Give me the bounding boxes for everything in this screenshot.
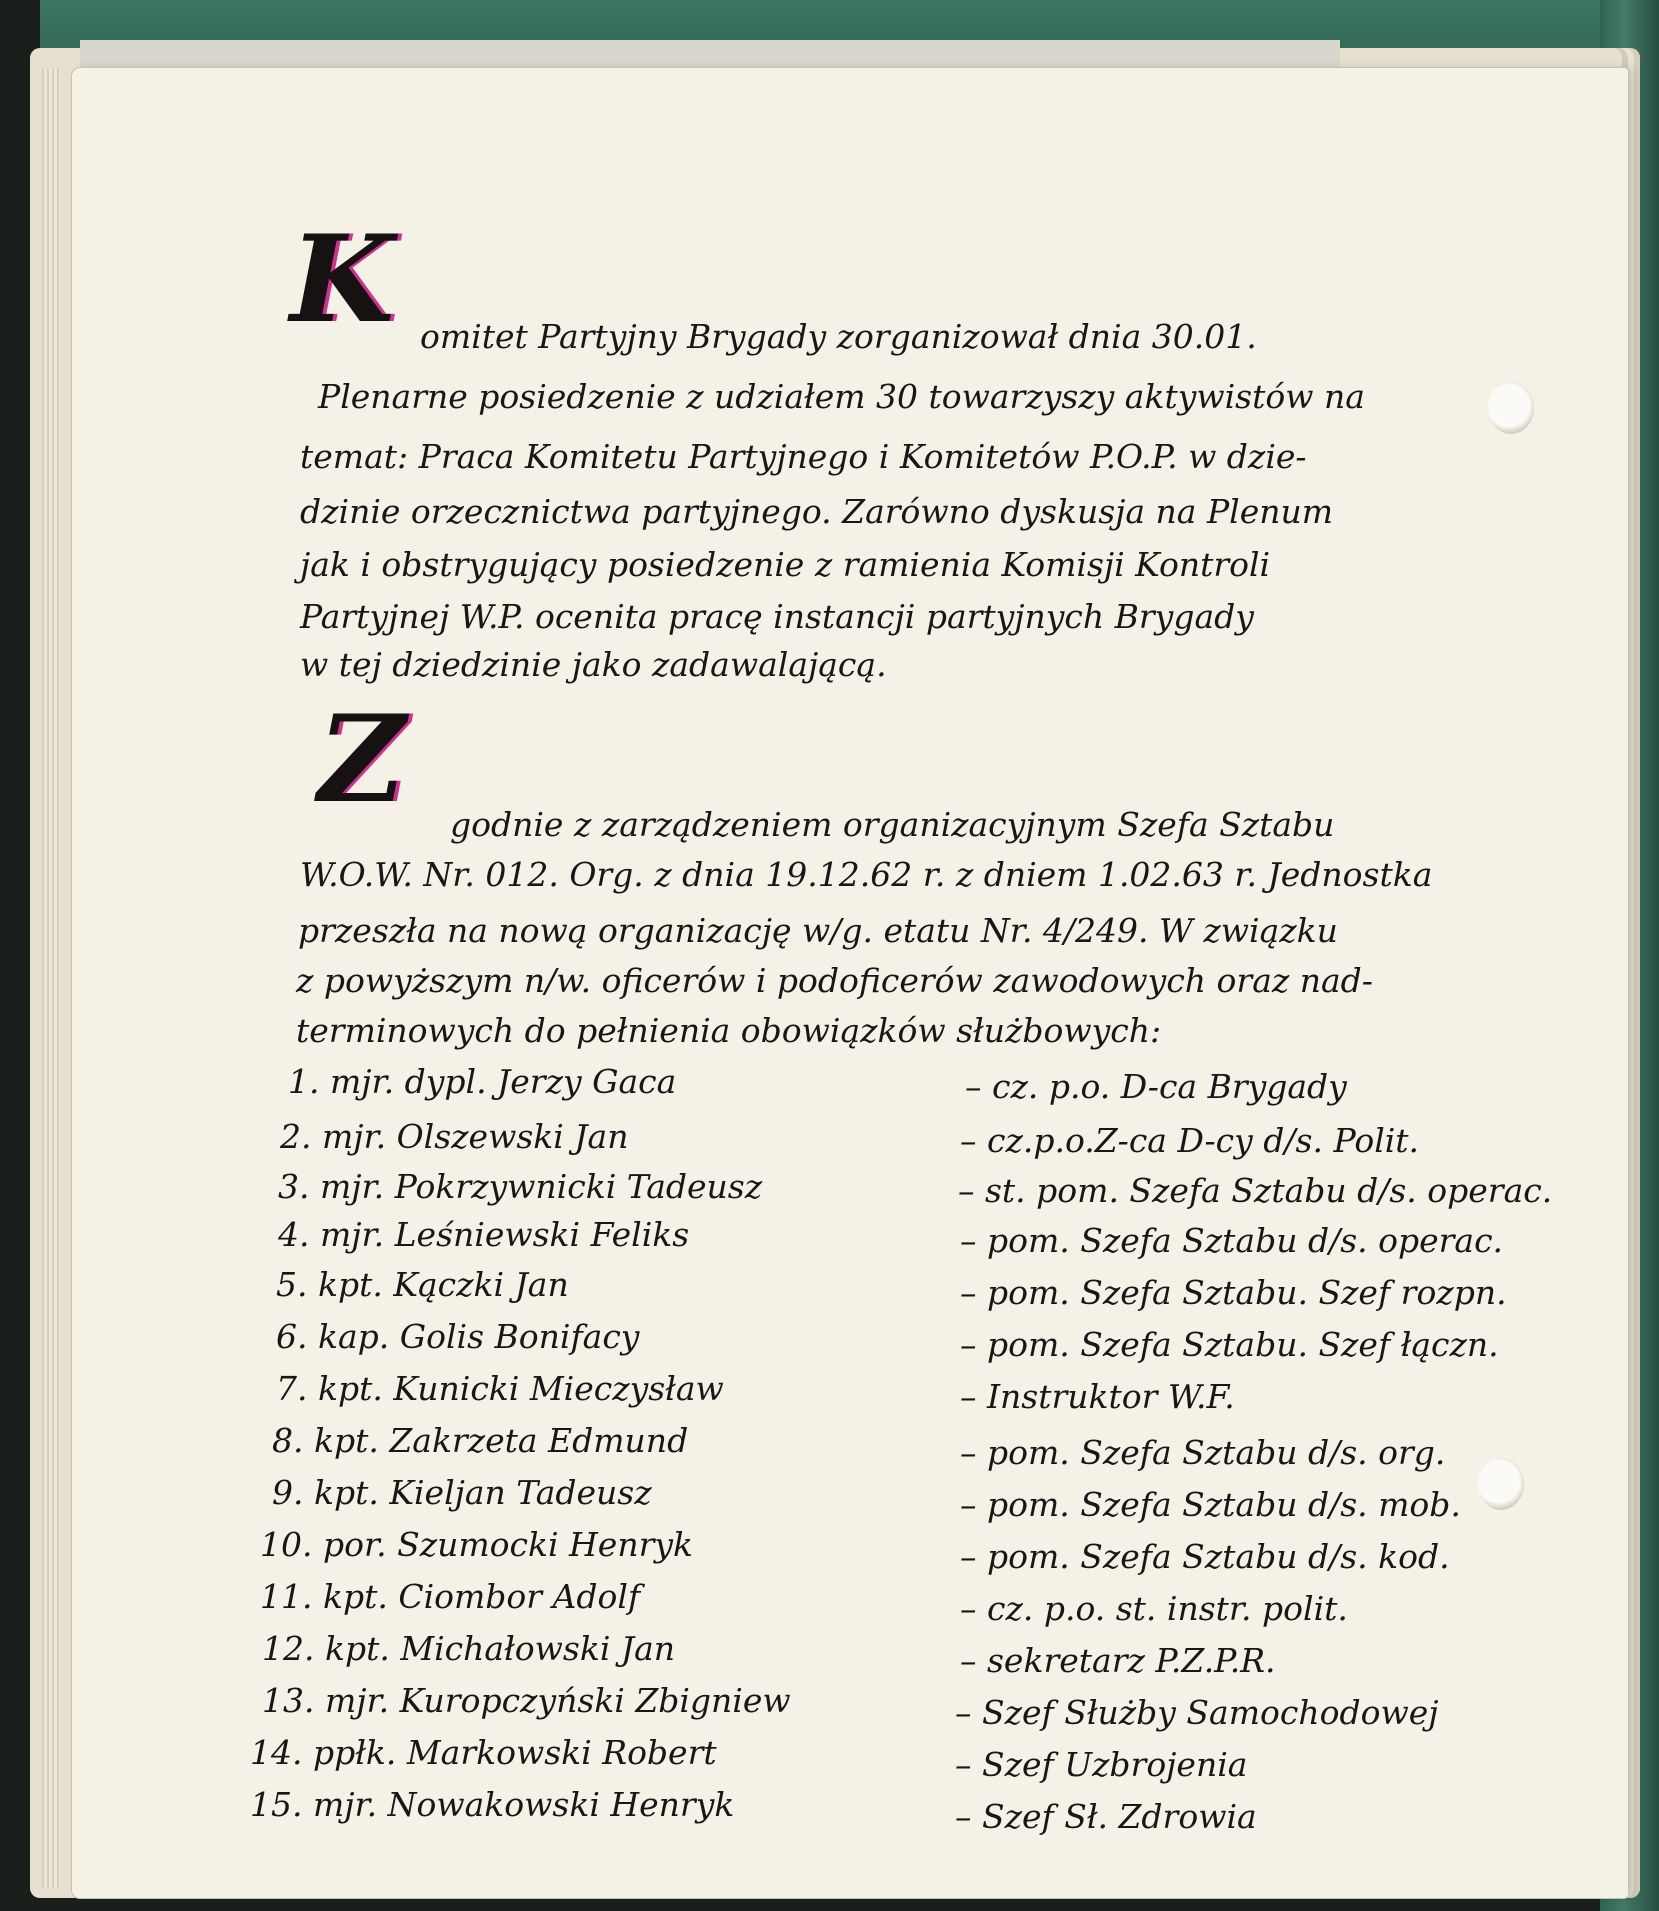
officer-role: – pom. Szefa Sztabu d/s. mob. xyxy=(960,1485,1461,1524)
text-line: w tej dziedzinie jako zadawalającą. xyxy=(300,645,887,684)
text-line: terminowych do pełnienia obowiązków służbowych: xyxy=(296,1011,1162,1050)
officer-name: 5. kpt. Kączki Jan xyxy=(276,1265,569,1304)
text-line: dzinie orzecznictwa partyjnego. Zarówno dyskusja na Plenum xyxy=(300,492,1334,531)
officer-name: 2. mjr. Olszewski Jan xyxy=(280,1117,629,1156)
officer-role: – cz. p.o. D-ca Brygady xyxy=(965,1067,1347,1106)
text-line: Plenarne posiedzenie z udziałem 30 towarzyszy aktywistów na xyxy=(318,377,1365,416)
officer-role: – pom. Szefa Sztabu. Szef łączn. xyxy=(960,1325,1499,1364)
officer-name: 8. kpt. Zakrzeta Edmund xyxy=(272,1421,689,1460)
officer-role: – pom. Szefa Sztabu. Szef rozpn. xyxy=(960,1273,1507,1312)
officer-role: – Szef Sł. Zdrowia xyxy=(955,1797,1257,1836)
decorated-initial-z: Z xyxy=(318,689,406,830)
officer-role: – st. pom. Szefa Sztabu d/s. operac. xyxy=(958,1171,1553,1210)
officer-name: 11. kpt. Ciombor Adolf xyxy=(260,1577,641,1616)
page-top-strip xyxy=(80,40,1340,71)
officer-name: 10. por. Szumocki Henryk xyxy=(260,1525,693,1564)
officer-role: – cz.p.o.Z-ca D-cy d/s. Polit. xyxy=(960,1121,1420,1160)
text-line: z powyższym n/w. oficerów i podoficerów zawodowych oraz nad- xyxy=(296,961,1373,1000)
punch-hole xyxy=(1478,1458,1524,1510)
officer-role: – Instruktor W.F. xyxy=(960,1377,1235,1416)
officer-role: – Szef Służby Samochodowej xyxy=(955,1693,1439,1732)
officer-name: 15. mjr. Nowakowski Henryk xyxy=(250,1785,735,1824)
text-line: temat: Praca Komitetu Partyjnego i Komitetów P.O.P. w dzie- xyxy=(300,437,1307,476)
officer-name: 1. mjr. dypl. Jerzy Gaca xyxy=(288,1062,677,1101)
officer-role: – sekretarz P.Z.P.R. xyxy=(960,1641,1276,1680)
officer-name: 6. kap. Golis Bonifacy xyxy=(276,1317,640,1356)
officer-name: 12. kpt. Michałowski Jan xyxy=(262,1629,676,1668)
officer-role: – pom. Szefa Sztabu d/s. org. xyxy=(960,1433,1446,1472)
officer-name: 9. kpt. Kieljan Tadeusz xyxy=(272,1473,652,1512)
officer-name: 3. mjr. Pokrzywnicki Tadeusz xyxy=(278,1167,763,1206)
officer-role: – cz. p.o. st. instr. polit. xyxy=(960,1589,1348,1628)
text-line: omitet Partyjny Brygady zorganizował dnia 30.01. xyxy=(420,317,1257,356)
officer-name: 13. mjr. Kuropczyński Zbigniew xyxy=(262,1681,791,1720)
text-line: W.O.W. Nr. 012. Org. z dnia 19.12.62 r. z dniem 1.02.63 r. Jednostka xyxy=(300,855,1433,894)
officer-name: 4. mjr. Leśniewski Feliks xyxy=(278,1215,690,1254)
text-line: godnie z zarządzeniem organizacyjnym Szefa Sztabu xyxy=(450,805,1335,844)
officer-role: – pom. Szefa Sztabu d/s. operac. xyxy=(960,1221,1504,1260)
decorated-initial-k: K xyxy=(290,209,395,350)
text-line: jak i obstrygujący posiedzenie z ramienia Komisji Kontroli xyxy=(300,545,1271,584)
officer-role: – pom. Szefa Sztabu d/s. kod. xyxy=(960,1537,1450,1576)
officer-role: – Szef Uzbrojenia xyxy=(955,1745,1248,1784)
punch-hole xyxy=(1488,382,1534,434)
text-line: Partyjnej W.P. ocenita pracę instancji partyjnych Brygady xyxy=(300,597,1254,636)
officer-name: 7. kpt. Kunicki Mieczysław xyxy=(276,1369,724,1408)
text-line: przeszła na nową organizację w/g. etatu Nr. 4/249. W związku xyxy=(298,911,1338,950)
officer-name: 14. ppłk. Markowski Robert xyxy=(250,1733,717,1772)
